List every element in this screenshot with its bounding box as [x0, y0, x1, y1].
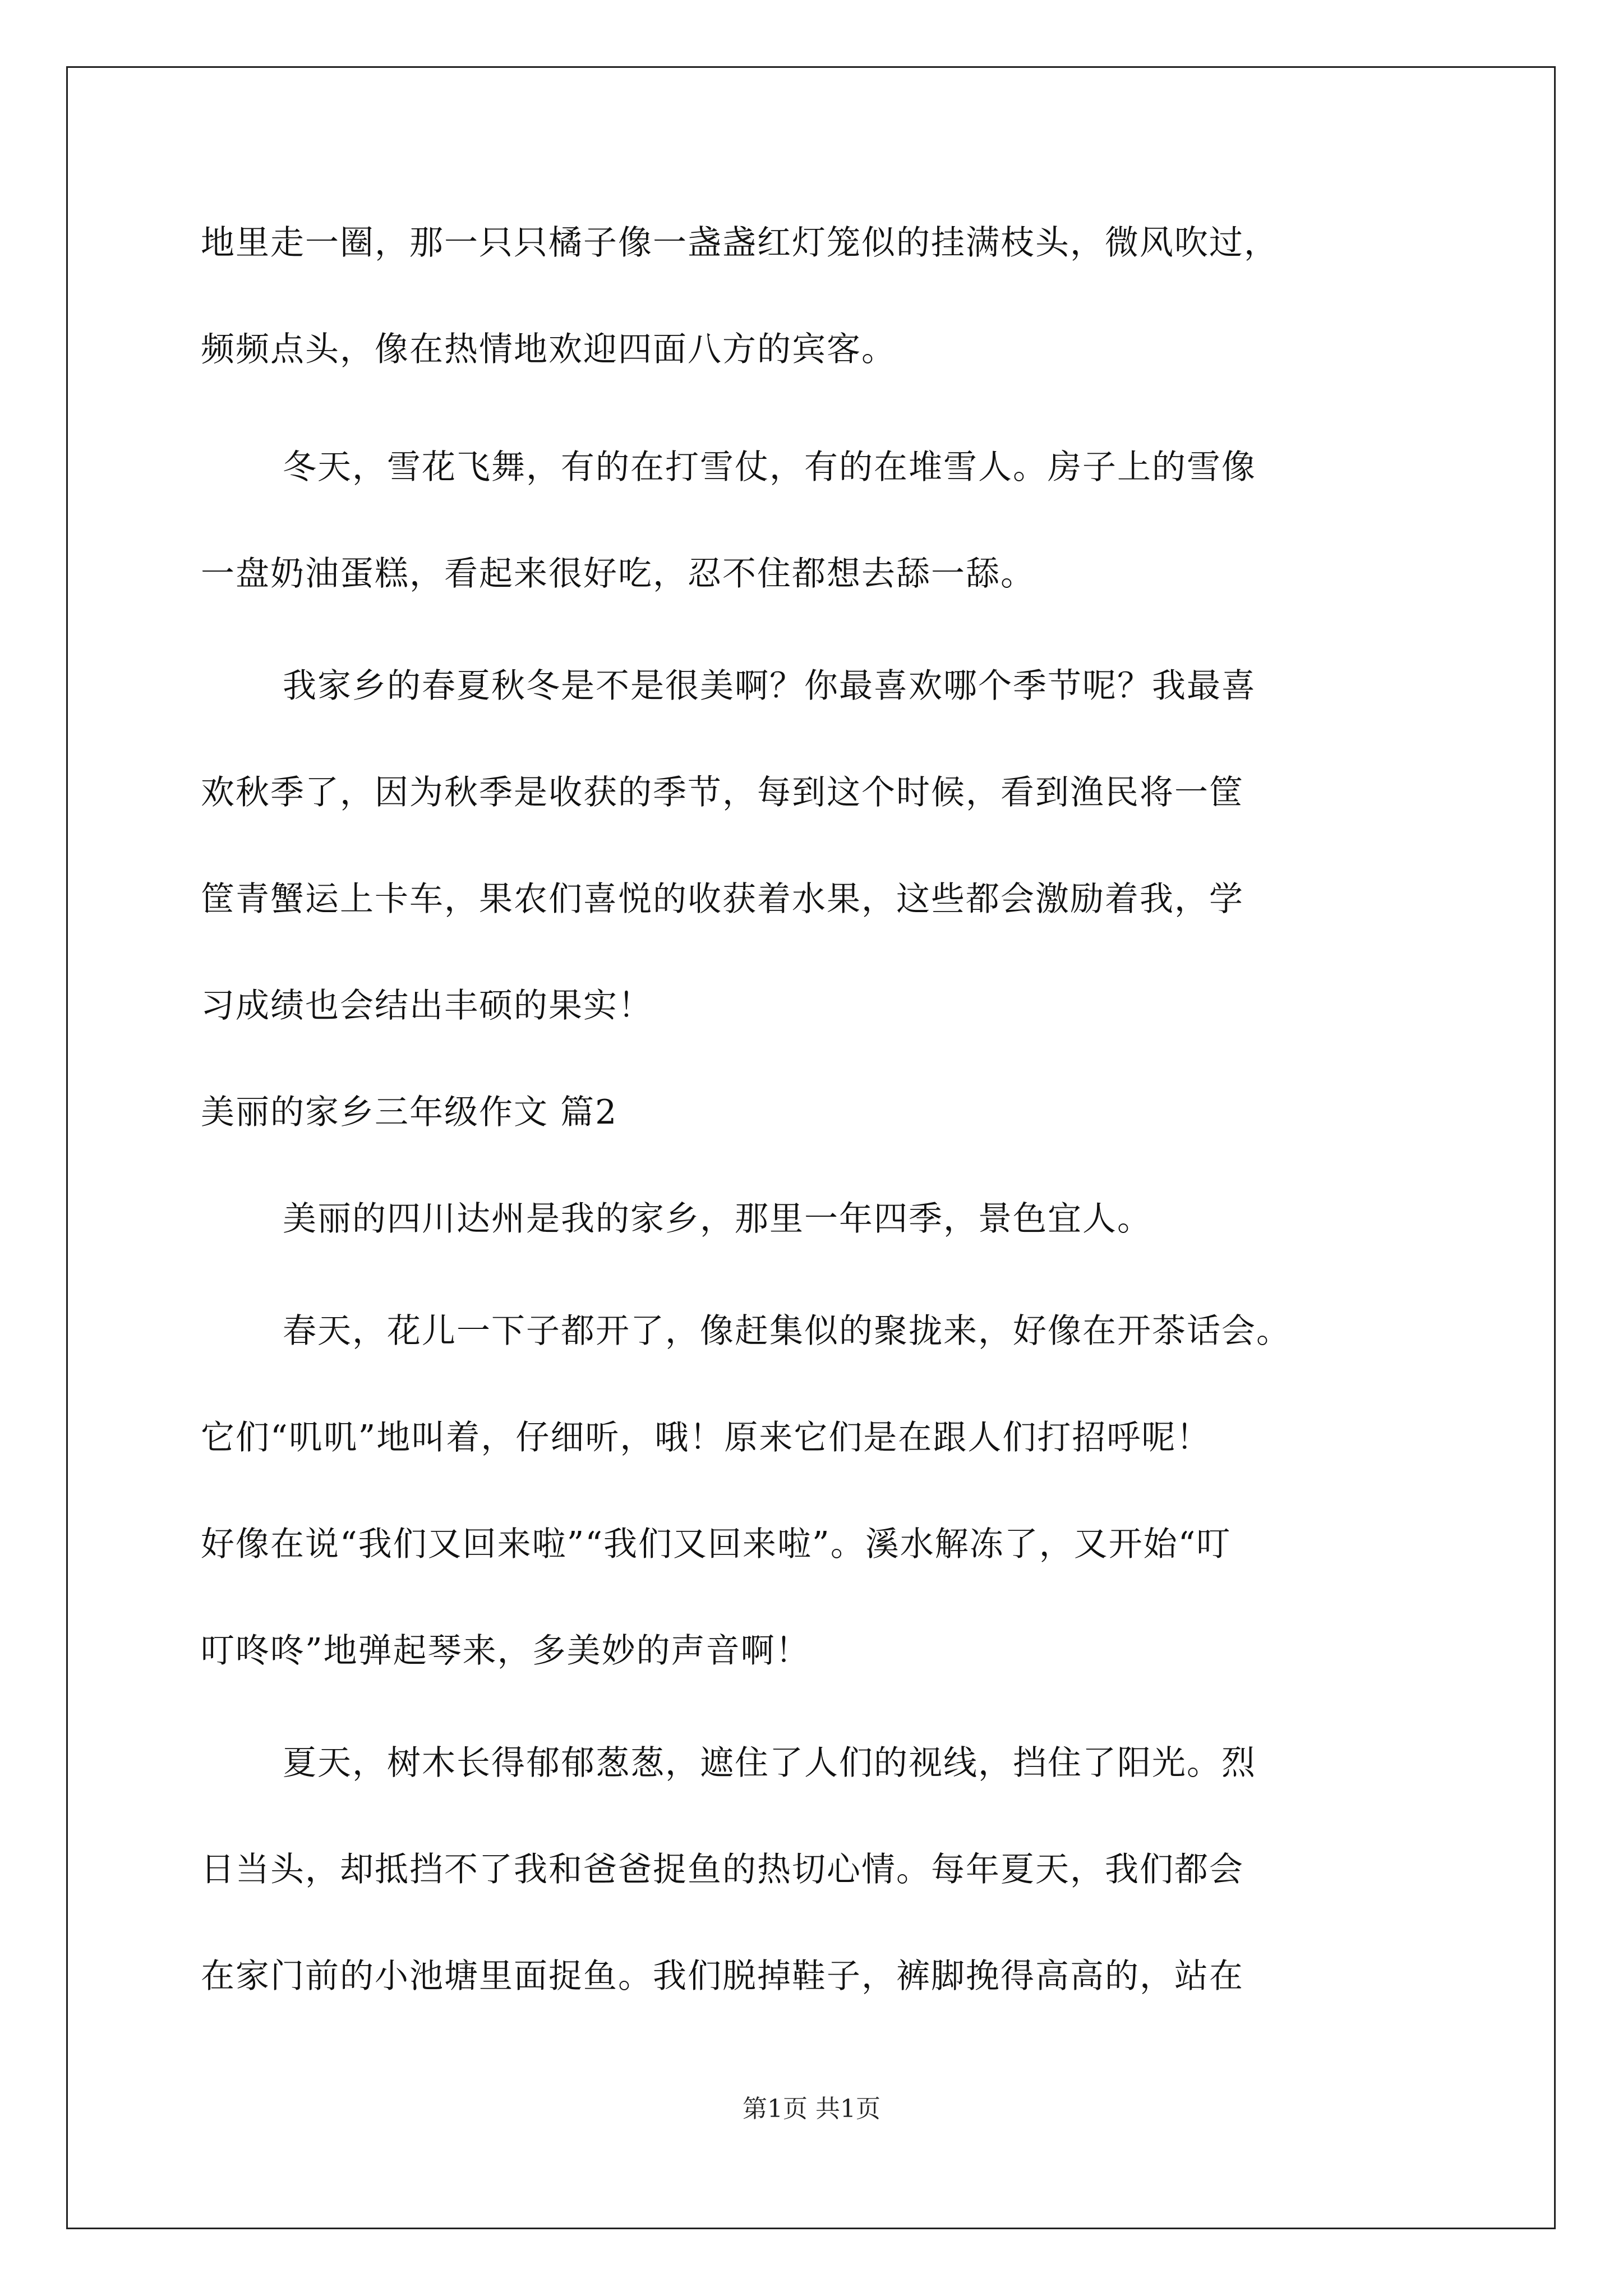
paragraph-line: 欢秋季了，因为秋季是收获的季节，每到这个时候，看到渔民将一筐 [201, 773, 1244, 812]
paragraph-line: 我家乡的春夏秋冬是不是很美啊？你最喜欢哪个季节呢？我最喜 [283, 666, 1256, 706]
page-border [66, 66, 1556, 2229]
paragraph-line: 在家门前的小池塘里面捉鱼。我们脱掉鞋子，裤脚挽得高高的，站在 [201, 1957, 1244, 1996]
paragraph-line: 叮咚咚”地弹起琴来，多美妙的声音啊！ [201, 1631, 810, 1671]
paragraph-line: 日当头，却抵挡不了我和爸爸捉鱼的热切心情。每年夏天，我们都会 [201, 1850, 1244, 1889]
paragraph-line: 春天，花儿一下子都开了，像赶集似的聚拢来，好像在开茶话会。 [283, 1312, 1291, 1351]
paragraph-line: 频频点头，像在热情地欢迎四面八方的宾客。 [201, 330, 896, 369]
paragraph-line: 夏天，树木长得郁郁葱葱，遮住了人们的视线，挡住了阳光。烈 [283, 1743, 1256, 1783]
page-footer: 第1页 共1页 [743, 2095, 880, 2123]
paragraph-line: 一盘奶油蛋糕，看起来很好吃，忍不住都想去舔一舔。 [201, 554, 1035, 593]
paragraph-line: 冬天，雪花飞舞，有的在打雪仗，有的在堆雪人。房子上的雪像 [283, 448, 1256, 487]
paragraph-line: 地里走一圈，那一只只橘子像一盏盏红灯笼似的挂满枝头，微风吹过， [201, 223, 1279, 263]
paragraph-line: 它们“叽叽”地叫着，仔细听，哦！原来它们是在跟人们打招呼呢！ [201, 1418, 1211, 1457]
paragraph-line: 筐青蟹运上卡车，果农们喜悦的收获着水果，这些都会激励着我，学 [201, 880, 1244, 919]
paragraph-line: 美丽的四川达州是我的家乡，那里一年四季，景色宜人。 [283, 1199, 1152, 1239]
section-title: 美丽的家乡三年级作文 篇2 [201, 1093, 618, 1132]
paragraph-line: 好像在说“我们又回来啦”“我们又回来啦”。溪水解冻了，又开始“叮 [201, 1525, 1232, 1564]
paragraph-line: 习成绩也会结出丰硕的果实！ [201, 986, 653, 1025]
